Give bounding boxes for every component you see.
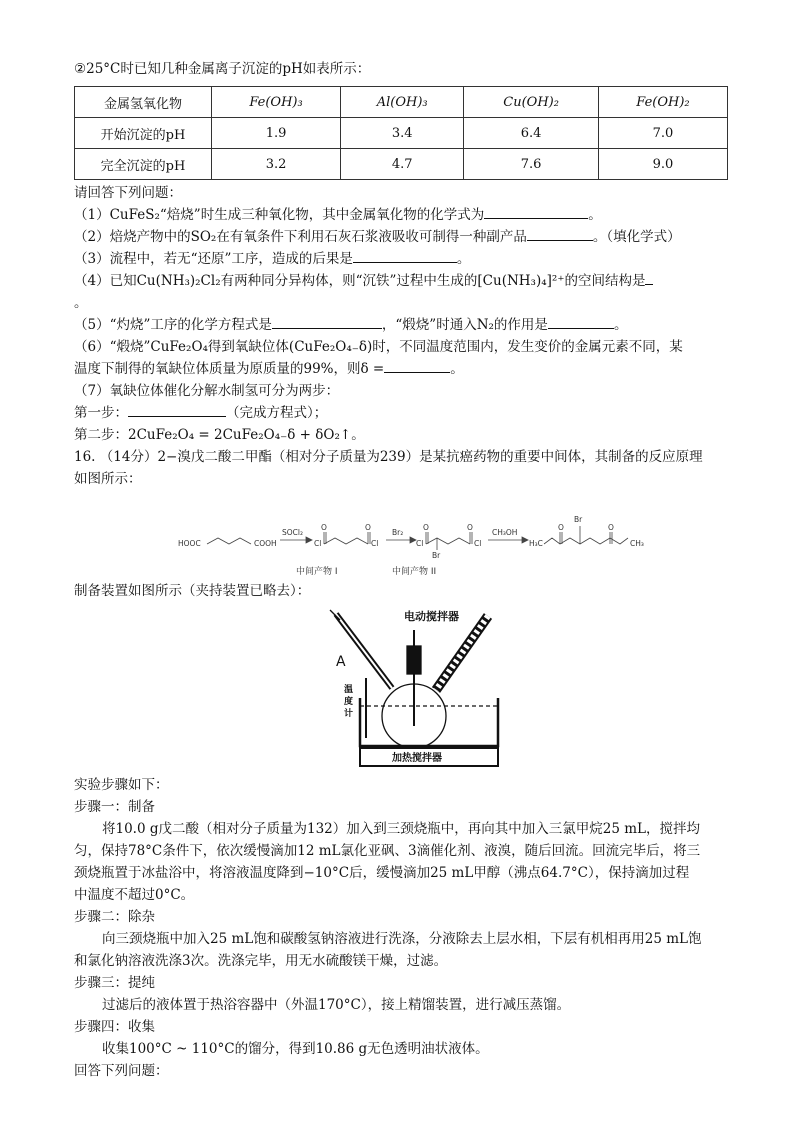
question-7-step2: 第二步：2CuFe₂O₄ = 2CuFe₂O₄₋δ + δO₂↑。 — [74, 427, 365, 443]
table-cell: 1.9 — [212, 118, 341, 149]
step4-line: 收集100°C ~ 110°C的馏分，得到10.86 g无色透明油状液体。 — [102, 1041, 489, 1057]
question-1: （1）CuFeS₂“焙烧”时生成三种氧化物，其中金属氧化物的化学式为 。 — [74, 204, 734, 226]
answer-blank — [128, 402, 226, 417]
table-cell: 开始沉淀的pH — [75, 118, 212, 149]
table-header-row — [75, 87, 728, 118]
question-text: 温度下制得的氧缺位体质量为原质量的99%，则δ = — [74, 361, 385, 377]
intermediate-2-chain — [426, 538, 470, 544]
question-text: （2）焙烧产物中的SO₂在有氧条件下利用石灰石浆液吸收可制得一种副产品 — [74, 229, 527, 245]
table-cell: 3.2 — [212, 149, 341, 180]
question-3: （3）流程中，若无“还原”工序，造成的后果是 。 — [74, 248, 734, 270]
stirrer-motor — [407, 646, 421, 674]
question-text: （5）“灼烧”工序的化学方程式是 — [74, 317, 272, 333]
step2-line: 和氯化钠溶液洗涤3次。洗涤完毕，用无水硫酸镁干燥，过滤。 — [74, 953, 448, 969]
q16-line1: 16. （14分）2−溴戊二酸二甲酯（相对分子质量为239）是某抗癌药物的重要中间体，其制备的反应原理 — [74, 449, 703, 465]
question-text: （4）已知Cu(NH₃)₂Cl₂有两种同分异构体，则“沉铁”过程中生成的[Cu(NH₃)₄]²⁺的空间结构是 — [74, 273, 646, 289]
label-stirrer: 电动搅拌器 — [404, 610, 459, 623]
o-1a: O — [321, 523, 327, 532]
table-row — [75, 118, 728, 149]
apparatus-figure — [74, 606, 734, 768]
question-4-cont: 。 — [74, 295, 88, 311]
step2-title: 步骤二：除杂 — [74, 909, 155, 925]
step1-title: 步骤一：制备 — [74, 799, 155, 815]
question-2: （2）焙烧产物中的SO₂在有氧条件下利用石灰石浆液吸收可制得一种副产品 。（填化学式） — [74, 226, 734, 248]
question-6-cont: 温度下制得的氧缺位体质量为原质量的99%，则δ = 。 — [74, 358, 734, 380]
label-thermometer-2: 度 — [344, 697, 354, 707]
table-cell: 7.6 — [464, 149, 599, 180]
question-text: （1）CuFeS₂“焙烧”时生成三种氧化物，其中金属氧化物的化学式为 — [74, 207, 485, 223]
step2-line: 向三颈烧瓶中加入25 mL饱和碳酸氢钠溶液进行洗涤，分液除去上层水相，下层有机相再用25 mL饱 — [102, 931, 702, 947]
reactant-right: COOH — [254, 539, 277, 548]
question-text: （3）流程中，若无“还原”工序，造成的后果是 — [74, 251, 353, 267]
o-3a: O — [558, 523, 564, 532]
table-cell: Cu(OH)₂ — [464, 87, 599, 118]
q16-line2: 如图所示： — [74, 471, 142, 487]
step1-line: 将10.0 g戊二酸（相对分子质量为132）加入到三颈烧瓶中，再向其中加入三氯甲烷25 mL，搅拌均 — [102, 821, 700, 837]
methyl-right: CH₃ — [630, 539, 644, 548]
steps-title: 实验步骤如下： — [74, 777, 169, 793]
o-2b: O — [467, 523, 473, 532]
question-4 — [74, 270, 734, 292]
document-page — [74, 58, 734, 1082]
cl-left-2: Cl — [416, 539, 424, 548]
step1-line: 中温度不超过0°C。 — [74, 887, 195, 903]
product-chain — [544, 538, 628, 544]
table-row — [75, 149, 728, 180]
table-cell: 金属氢氧化物 — [75, 87, 212, 118]
step3-line: 过滤后的液体置于热浴容器中（外温170°C），接上精馏装置，进行减压蒸馏。 — [102, 997, 571, 1013]
intro-line: ②25°C时已知几种金属离子沉淀的pH如表所示： — [74, 61, 371, 77]
table-cell: 9.0 — [598, 149, 727, 180]
br-product: Br — [574, 515, 583, 524]
step3-title: 步骤三：提纯 — [74, 975, 155, 991]
reaction-scheme — [74, 492, 734, 578]
table-cell: 4.7 — [341, 149, 464, 180]
left-condenser — [330, 610, 392, 688]
question-7-step1 — [74, 402, 734, 424]
question-hint: （填化学式） — [606, 229, 681, 245]
label-thermometer-3: 计 — [344, 709, 354, 719]
answer-intro: 回答下列问题： — [74, 1063, 169, 1079]
answer-blank — [484, 204, 588, 219]
label-thermometer-1: 温 — [344, 685, 354, 695]
water-bath — [360, 698, 498, 746]
table-cell: 3.4 — [341, 118, 464, 149]
answer-blank — [548, 314, 614, 329]
label-intermediate-1: 中间产物 I — [296, 567, 338, 577]
o-1b: O — [365, 523, 371, 532]
right-condenser — [436, 616, 488, 690]
table-cell: Fe(OH)₃ — [212, 87, 341, 118]
label-intermediate-2: 中间产物 II — [392, 567, 437, 577]
step1-line: 颈烧瓶置于冰盐浴中，将溶液温度降到−10°C后，缓慢滴加25 mL甲醇（沸点64.7°C），保持滴加过程 — [74, 865, 690, 881]
answer-blank — [353, 248, 457, 263]
question-text: ，“煅烧”时通入N₂的作用是 — [381, 317, 548, 333]
intermediate-1-chain — [324, 538, 368, 544]
question-5: （5）“灼烧”工序的化学方程式是 ，“煅烧”时通入N₂的作用是 。 — [74, 314, 734, 336]
cl-left-1: Cl — [314, 539, 322, 548]
methyl-left: H₃C — [529, 539, 543, 548]
reactant-chain — [207, 538, 251, 544]
cl-right-2: Cl — [474, 539, 482, 548]
answer-blank — [527, 226, 593, 241]
apparatus-intro: 制备装置如图所示（夹持装置已略去）： — [74, 583, 311, 599]
apparatus-svg — [74, 606, 734, 768]
question-7: （7）氧缺位体催化分解水制氢可分为两步： — [74, 383, 340, 399]
table-cell: Al(OH)₃ — [341, 87, 464, 118]
answer-blank — [645, 270, 653, 285]
o-3b: O — [608, 523, 614, 532]
label-a: A — [336, 654, 346, 670]
reaction-scheme-svg — [74, 492, 734, 578]
ph-table — [74, 86, 728, 180]
table-cell: 完全沉淀的pH — [75, 149, 212, 180]
table-cell: Fe(OH)₂ — [598, 87, 727, 118]
table-cell: 6.4 — [464, 118, 599, 149]
o-2a: O — [423, 523, 429, 532]
step4-title: 步骤四：收集 — [74, 1019, 155, 1035]
reagent-2: Br₂ — [392, 528, 404, 537]
step1-line: 匀，保持78°C条件下，依次缓慢滴加12 mL氯化亚砜、3滴催化剂、液溴，随后回流。回流完毕后，将三 — [74, 843, 701, 859]
step-hint: （完成方程式）； — [226, 405, 328, 421]
answer-blank — [384, 358, 450, 373]
reagent-3: CH₃OH — [492, 528, 518, 537]
br-intermediate: Br — [432, 551, 441, 560]
question-6: （6）“煅烧”CuFe₂O₄得到氧缺位体(CuFe₂O₄₋δ)时，不同温度范围内，发生变价的金属元素不同，某 — [74, 339, 683, 355]
reactant-left: HOOC — [178, 539, 201, 548]
step-label: 第一步： — [74, 405, 128, 421]
label-base: 加热搅拌器 — [392, 753, 442, 764]
reagent-1: SOCl₂ — [282, 528, 303, 537]
cl-right-1: Cl — [371, 539, 379, 548]
answer-blank — [272, 314, 382, 329]
table-cell: 7.0 — [598, 118, 727, 149]
questions-intro: 请回答下列问题： — [74, 185, 182, 201]
